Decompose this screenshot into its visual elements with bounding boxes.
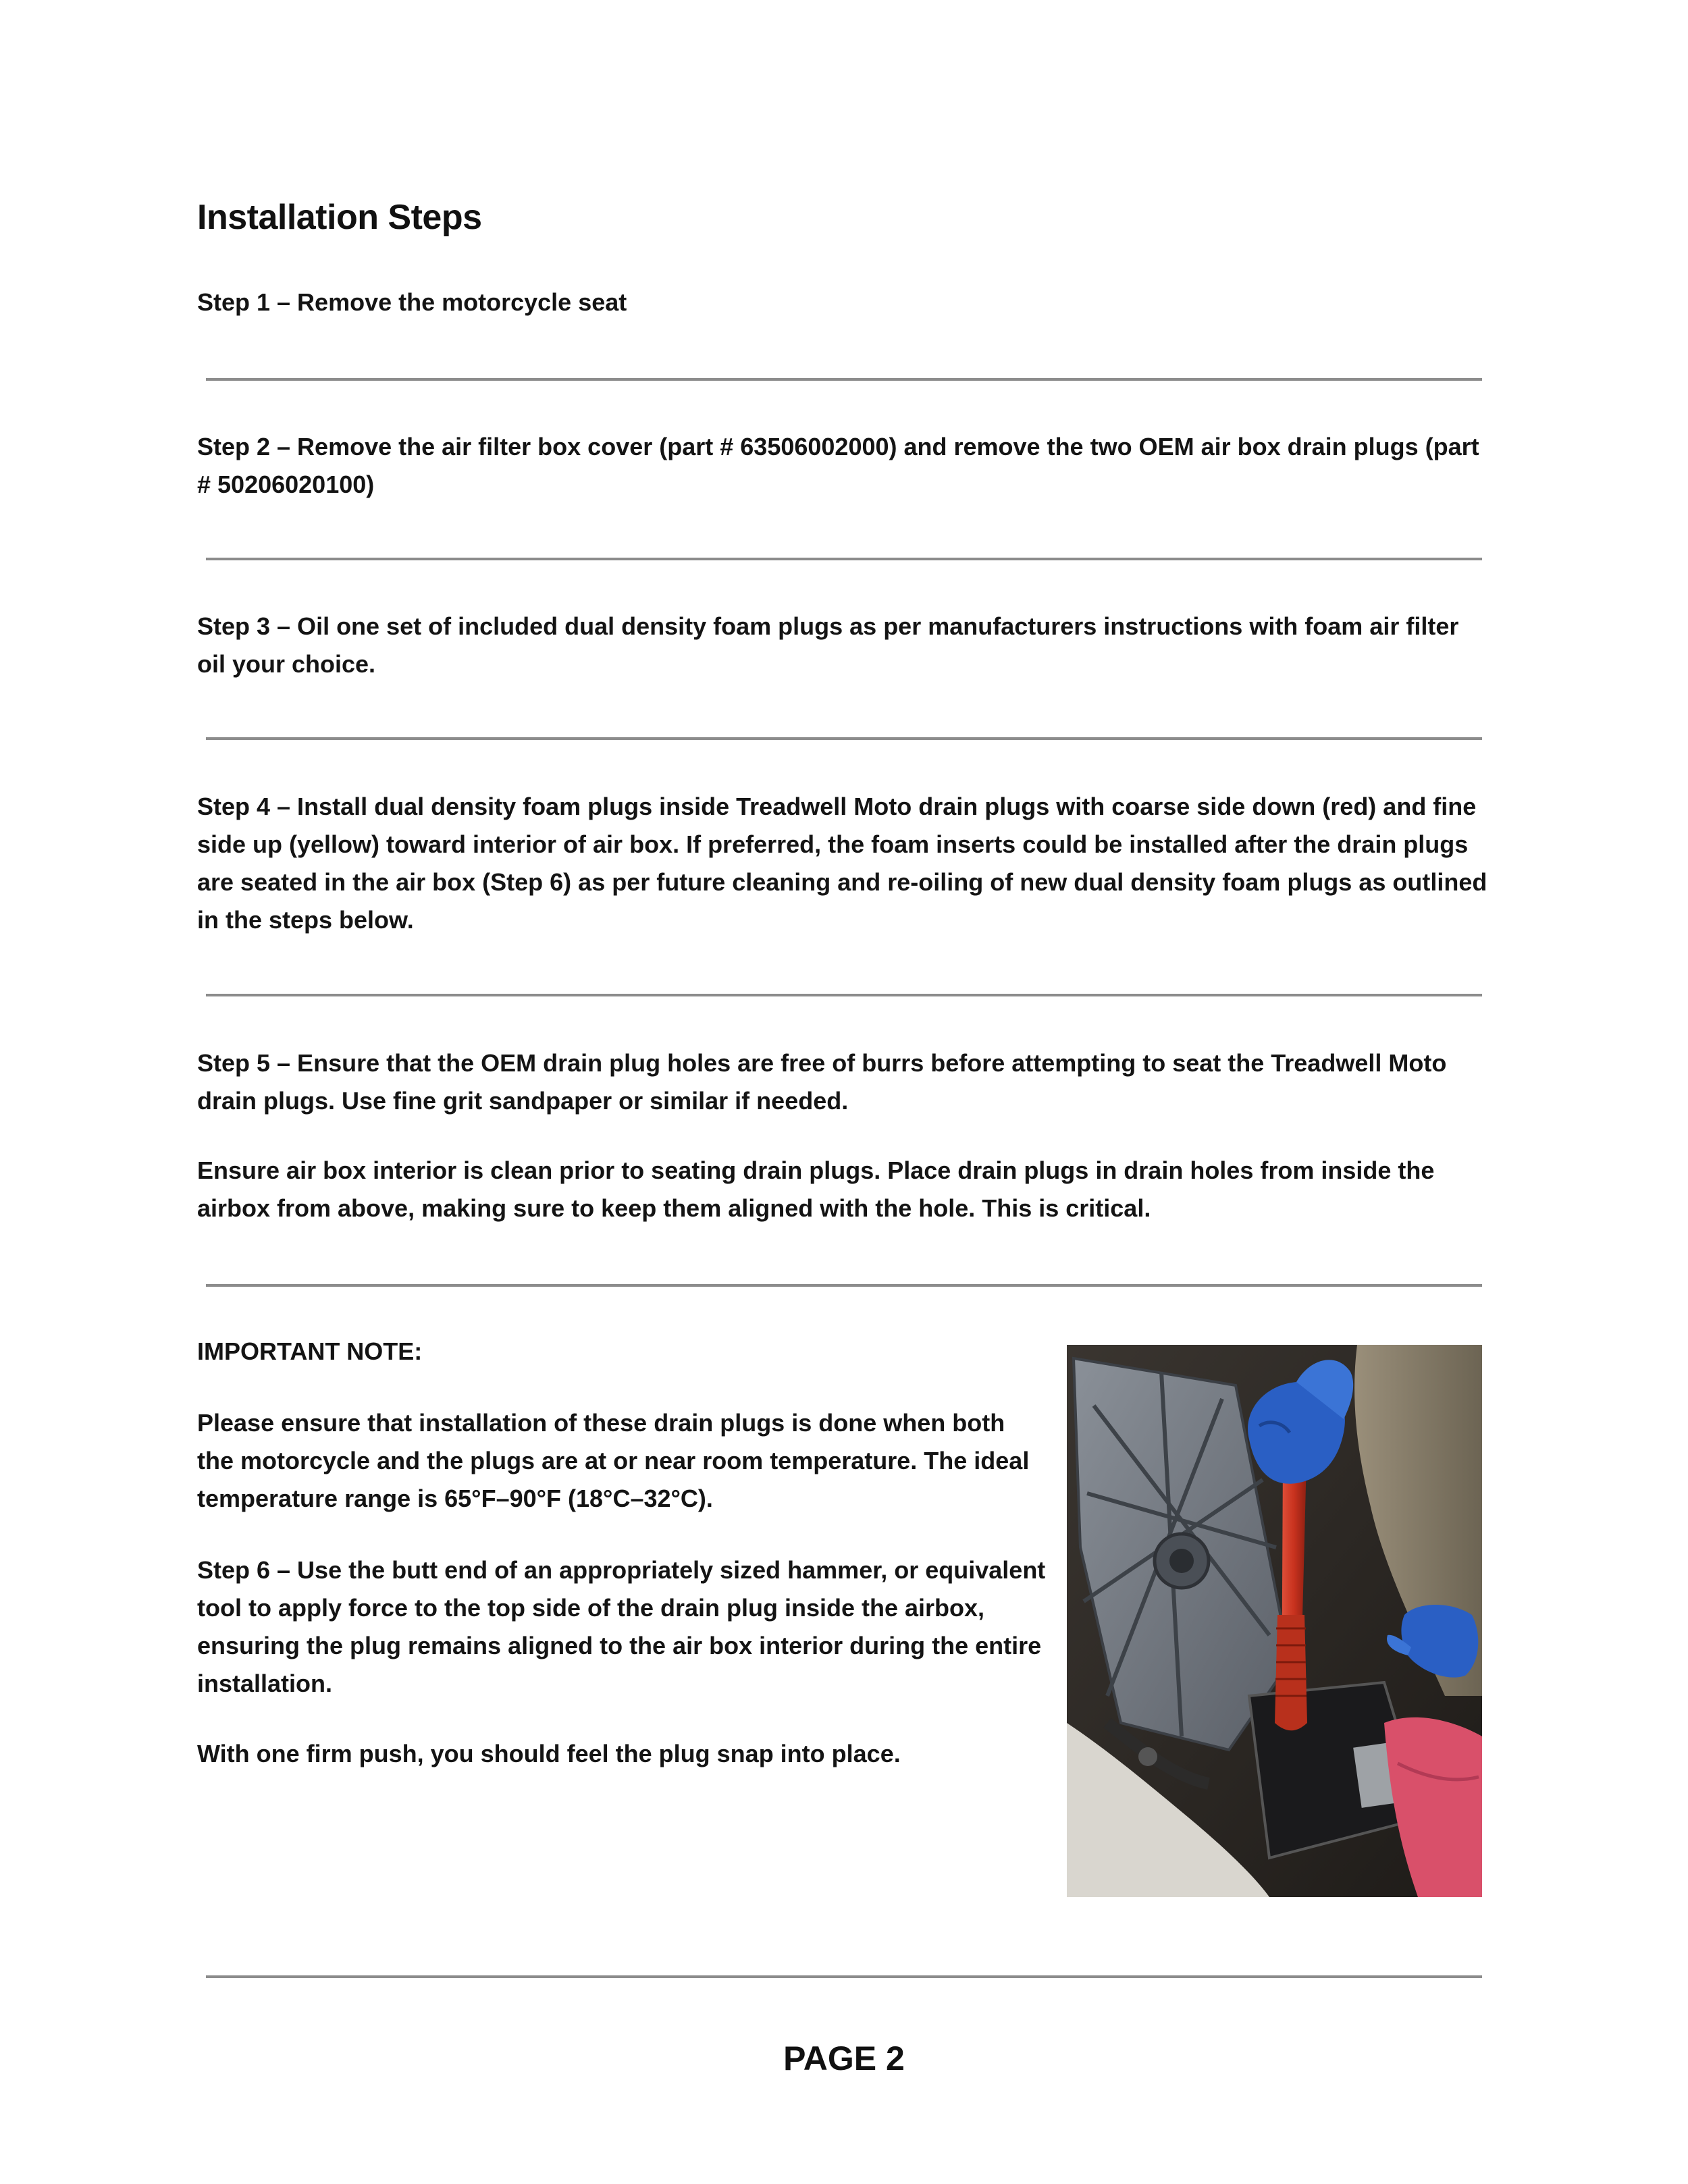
step-4-text: Step 4 – Install dual density foam plugs inside Treadwell Moto drain plugs with coarse side down (red) and fine side up (yellow) toward interior of air box. If preferred, the foam inserts could be installed after the drain plugs are seated in the air box (Step 6) as per future cleaning and re-oiling of new dual density foam plugs as outlined in the steps below. [197,793,1487,934]
section-divider [206,558,1482,560]
step-2-text: Step 2 – Remove the air filter box cover (part # 63506002000) and remove the two OEM air box drain plugs (part # 50206020100) [197,433,1479,498]
important-note-text: Please ensure that installation of these drain plugs is done when both the motorcycle and the plugs are at or near room temperature. The ideal temperature range is 65°F–90°F (18°C–32°C). [197,1409,1030,1512]
installation-photo [1067,1345,1482,1897]
step-6-followup-text: With one firm push, you should feel the plug snap into place. [197,1740,901,1767]
step-5-followup-text: Ensure air box interior is clean prior to seating drain plugs. Place drain plugs in drain holes from inside the airbox from above, making sure to keep them aligned with the hole. This is critical. [197,1156,1435,1222]
step-6-text: Step 6 – Use the butt end of an appropriately sized hammer, or equivalent tool to apply force to the top side of the drain plug inside the airbox, ensuring the plug remains aligned to the air box interior during the entire installation. [197,1556,1046,1697]
important-note-label: IMPORTANT NOTE: [197,1337,423,1365]
section-divider [206,378,1482,381]
hammer-install-illustration [1067,1345,1482,1897]
section-divider [206,737,1482,740]
step-5-text: Step 5 – Ensure that the OEM drain plug holes are free of burrs before attempting to seat the Treadwell Moto drain plugs. Use fine grit sandpaper or similar if needed. [197,1049,1447,1115]
section-divider [206,1284,1482,1287]
step-3-text: Step 3 – Oil one set of included dual density foam plugs as per manufacturers instructions with foam air filter oil your choice. [197,612,1459,678]
page-number: PAGE 2 [783,2040,905,2077]
footer-divider [206,1975,1482,1978]
step-1-text: Step 1 – Remove the motorcycle seat [197,288,627,316]
page-title: Installation Steps [197,198,482,237]
section-divider [206,994,1482,996]
